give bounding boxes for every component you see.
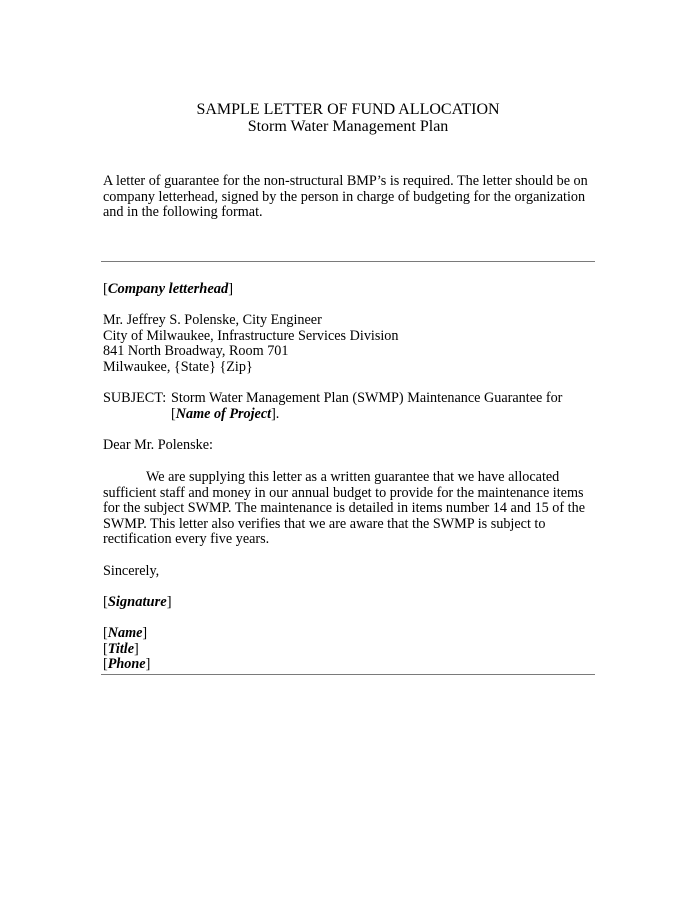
- bracket-close: ]: [228, 281, 234, 297]
- document-title: SAMPLE LETTER OF FUND ALLOCATION: [196, 101, 500, 118]
- bracket-close: ]: [142, 625, 148, 641]
- subject-line: [103, 391, 603, 422]
- letterhead-label: Company letterhead: [107, 281, 229, 297]
- letter-body: [103, 470, 593, 548]
- closing: Sincerely,: [103, 563, 160, 579]
- bracket-open: [: [103, 656, 108, 673]
- signer-title: [103, 642, 603, 658]
- subject-text: Storm Water Management Plan (SWMP) Maintenance Guarantee for: [171, 390, 563, 406]
- address-line: 841 North Broadway, Room 701: [103, 343, 289, 360]
- signature-placeholder: [103, 595, 603, 611]
- body-text: sufficient staff and money in our annual budget to provide for the maintenance items for the subject SWMP. The maintenance is detailed in items number 14 and 15 of the SWMP. This letter also verifies that we are aware that the SWMP is subject to rectification every five years.: [103, 484, 585, 548]
- address-line: Milwaukee, {State} {Zip}: [103, 358, 253, 375]
- bracket-open: [: [103, 640, 108, 657]
- intro-paragraph: A letter of guarantee for the non-structural BMP’s is required. The letter should be on company letterhead, signed by the person in charge of budgeting for the organization and in the following format.: [103, 173, 588, 221]
- signer-phone: [103, 657, 603, 673]
- title-placeholder: Title: [107, 640, 134, 657]
- address-line: Mr. Jeffrey S. Polenske, City Engineer: [103, 312, 322, 328]
- bottom-divider: [101, 674, 595, 675]
- address-line: City of Milwaukee, Infrastructure Services Division: [103, 327, 399, 344]
- bracket-open: [: [171, 405, 176, 422]
- signature-label: Signature: [107, 594, 167, 610]
- signer-name: [103, 626, 603, 642]
- bracket-close: ]: [166, 594, 172, 610]
- subject-label: SUBJECT:: [103, 390, 167, 406]
- letterhead-placeholder: [103, 282, 603, 298]
- recipient-address: [103, 313, 603, 375]
- body-first-line: We are supplying this letter as a written guarantee that we have allocated: [146, 469, 560, 485]
- bracket-close: ]: [145, 656, 151, 673]
- bracket-close: ]: [134, 640, 139, 657]
- bracket-open: [: [103, 594, 108, 610]
- salutation: Dear Mr. Polenske:: [103, 437, 213, 453]
- document-subtitle: Storm Water Management Plan: [247, 118, 449, 135]
- bracket-open: [: [103, 625, 108, 641]
- phone-placeholder: Phone: [107, 656, 146, 673]
- project-name-placeholder: Name of Project: [175, 405, 272, 422]
- top-divider: [101, 261, 595, 262]
- signer-details: [103, 626, 603, 673]
- bracket-open: [: [103, 281, 108, 297]
- name-placeholder: Name: [107, 625, 143, 641]
- bracket-close: ].: [271, 405, 280, 422]
